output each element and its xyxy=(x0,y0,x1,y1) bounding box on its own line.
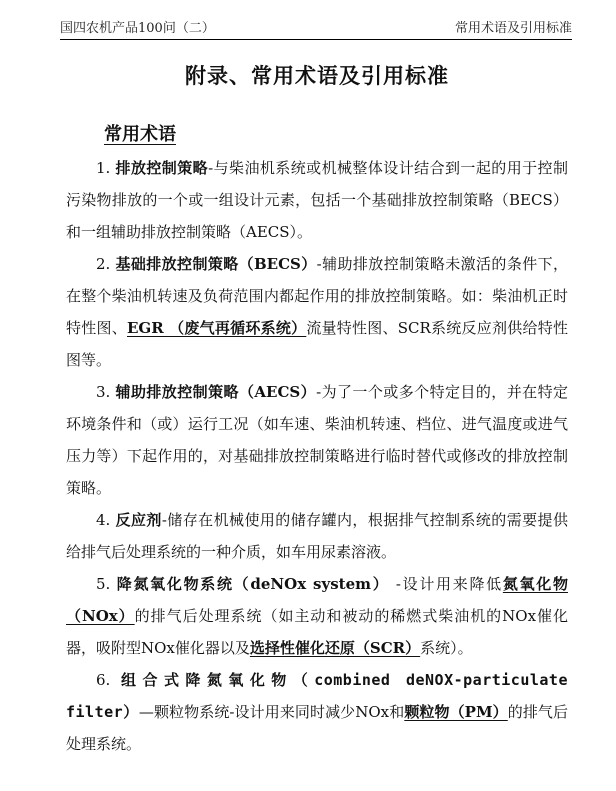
term-number: 2. xyxy=(96,255,111,273)
term-link-nox[interactable]: 氮氧化物（NOx） xyxy=(66,575,568,625)
term-number: 5. xyxy=(96,575,111,593)
term-number: 1. xyxy=(96,159,111,177)
term-name: 基础排放控制策略（BECS） xyxy=(115,255,317,273)
term-item xyxy=(66,376,568,504)
term-name: 反应剂 xyxy=(115,511,162,529)
term-number: 6. xyxy=(96,671,111,689)
term-definition-cont: 的排气后处理系统（如主动和被动的稀燃式柴油机的NOx催化器，吸附型NOx催化器以及 xyxy=(66,607,568,657)
term-number: 3. xyxy=(96,383,111,401)
term-name: 组合式降氮氧化物（combined deNOX-particulate filter） xyxy=(66,671,568,721)
term-definition-cont: 的排气后处理系统。 xyxy=(66,703,569,753)
term-definition: -为了一个或多个特定目的，并在特定环境条件和（或）运行工况（如车速、柴油机转速、档位、进气温度或进气压力等）下起作用的，对基础排放控制策略进行临时替代或修改的排放控制策略。 xyxy=(66,383,568,497)
term-item xyxy=(66,248,568,376)
term-link-egr[interactable]: EGR （废气再循环系统） xyxy=(126,319,307,337)
term-item xyxy=(66,664,568,760)
term-item xyxy=(66,152,568,248)
term-name: 排放控制策略 xyxy=(115,159,209,177)
document-title: 附录、常用术语及引用标准 xyxy=(185,63,449,88)
term-link-scr[interactable]: 选择性催化还原（SCR） xyxy=(249,639,421,657)
term-definition-cont: 流量特性图、SCR系统反应剂供给特性图等。 xyxy=(66,319,568,369)
term-definition: -与柴油机系统或机械整体设计结合到一起的用于控制污染物排放的一个或一组设计元素，包括一个基础排放控制策略（BECS）和一组辅助排放控制策略（AECS）。 xyxy=(66,159,568,241)
term-item xyxy=(66,568,568,664)
header-right: 常用术语及引用标准 xyxy=(454,21,572,36)
term-name: 辅助排放控制策略（AECS） xyxy=(115,383,317,401)
section-title: 常用术语 xyxy=(104,124,176,145)
term-definition: -辅助排放控制策略未激活的条件下，在整个柴油机转速及负荷范围内都起作用的排放控制策略。如：柴油机正时特性图、 xyxy=(66,255,568,337)
term-definition: —颗粒物系统-设计用来同时减少NOx和 xyxy=(138,703,405,721)
term-definition-end: 系统）。 xyxy=(420,639,473,657)
header-left: 国四农机产品100问（二） xyxy=(60,21,215,36)
term-definition: -储存在机械使用的储存罐内，根据排气控制系统的需要提供给排气后处理系统的一种介质，如车用尿素溶液。 xyxy=(66,511,568,561)
term-name: 降氮氧化物系统（deNOx system） xyxy=(116,575,390,593)
term-number: 4. xyxy=(96,511,111,529)
running-header xyxy=(60,0,572,40)
term-link-pm[interactable]: 颗粒物（PM） xyxy=(404,703,508,721)
term-definition: -设计用来降低 xyxy=(389,575,503,593)
term-item xyxy=(66,504,568,568)
